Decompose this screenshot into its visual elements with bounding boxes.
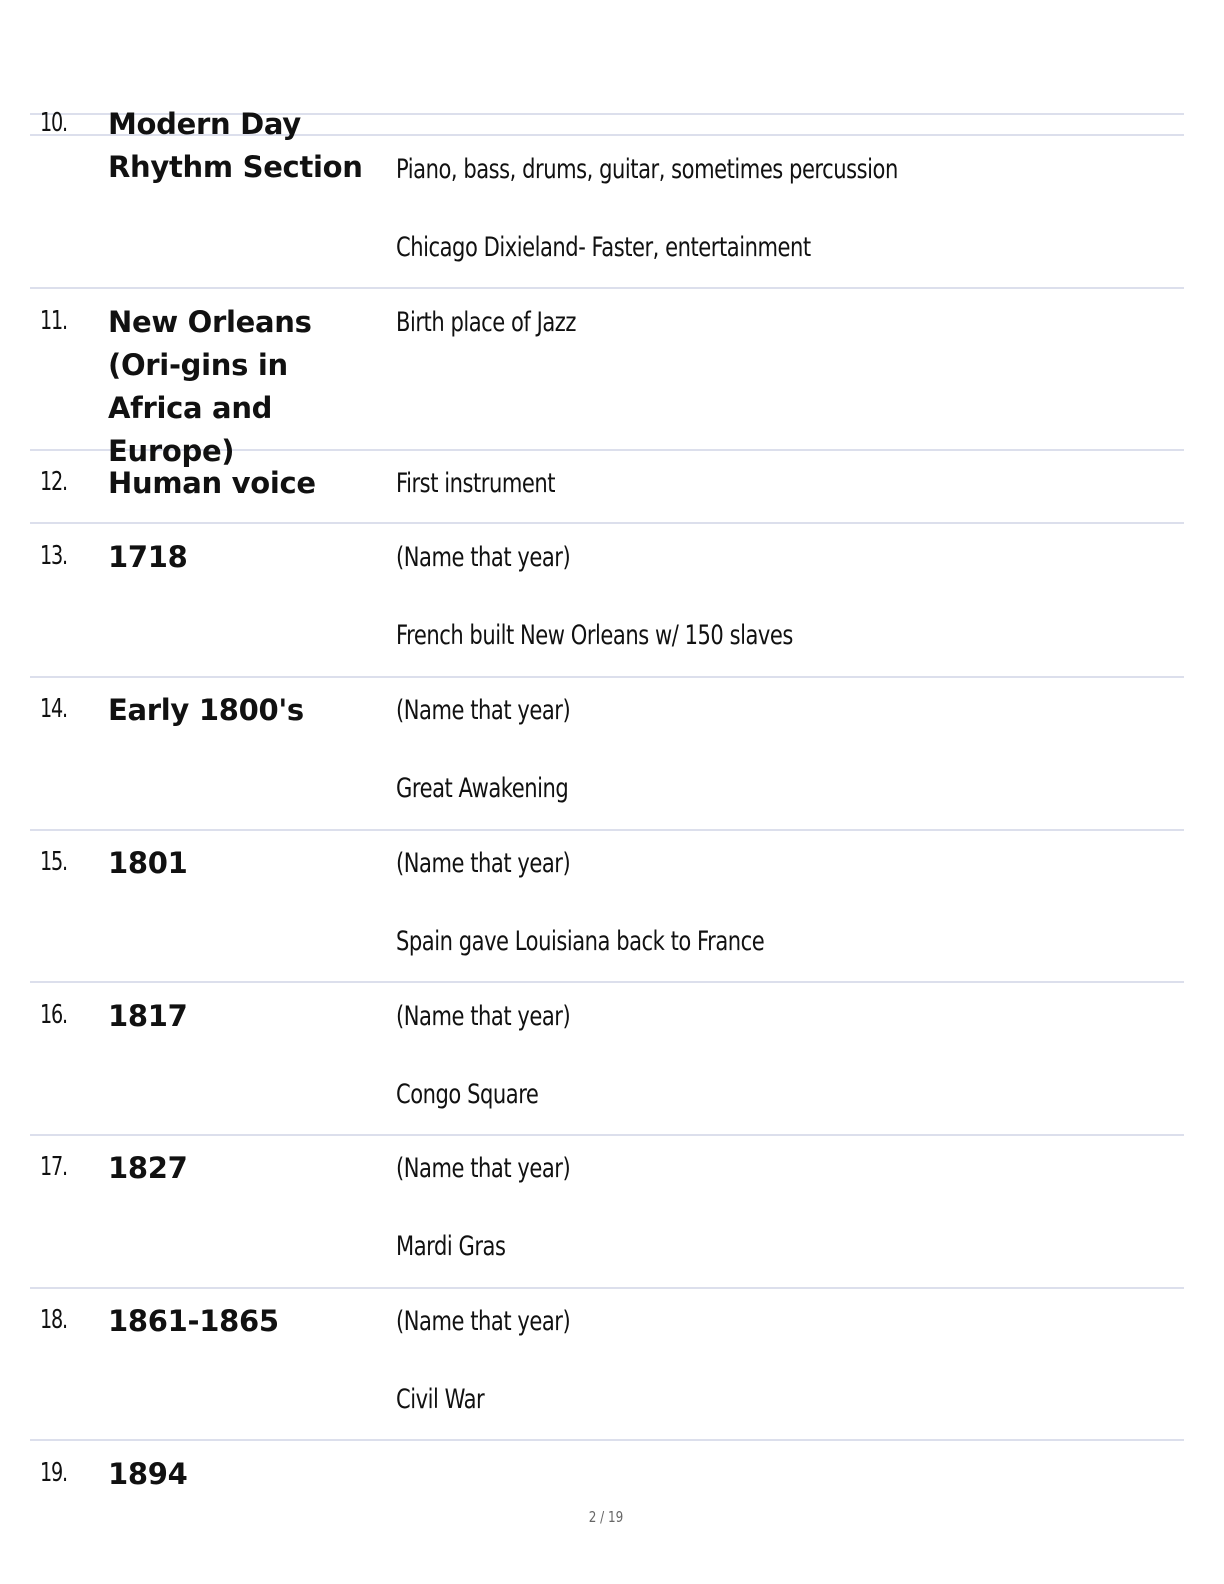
divider — [30, 829, 1184, 831]
item-definition: Mardi Gras — [396, 1231, 506, 1262]
item-definition: Spain gave Louisiana back to France — [396, 926, 765, 957]
item-term: 1801 — [108, 846, 188, 880]
item-number: 16. — [40, 1000, 67, 1030]
item-term: 1718 — [108, 540, 188, 574]
item-definition: (Name that year) — [396, 1153, 571, 1184]
item-number: 14. — [40, 694, 67, 724]
item-definition: Civil War — [396, 1384, 485, 1415]
page-number: 2 / 19 — [588, 1508, 624, 1526]
item-term: 1817 — [108, 999, 188, 1033]
item-definition: Great Awakening — [396, 773, 569, 804]
item-term: Early 1800's — [108, 693, 304, 727]
item-number: 17. — [40, 1152, 67, 1182]
item-number: 10. — [40, 108, 67, 138]
item-definition: First instrument — [396, 468, 556, 499]
item-term: New Orleans (Ori-gins in Africa and Europe) — [108, 305, 312, 468]
item-number: 19. — [40, 1458, 67, 1488]
item-term: Modern Day Rhythm Section — [108, 107, 363, 184]
item-definition: (Name that year) — [396, 1306, 571, 1337]
divider — [30, 287, 1184, 289]
item-definition: (Name that year) — [396, 542, 571, 573]
item-definition: French built New Orleans w/ 150 slaves — [396, 620, 793, 651]
item-definition: Birth place of Jazz — [396, 307, 576, 338]
item-term: 1894 — [108, 1457, 188, 1491]
divider — [30, 1287, 1184, 1289]
item-definition: Chicago Dixieland- Faster, entertainment — [396, 232, 811, 263]
item-term: 1827 — [108, 1151, 188, 1185]
divider — [30, 676, 1184, 678]
item-term: Human voice — [108, 466, 316, 500]
item-definition: Congo Square — [396, 1079, 539, 1110]
item-definition: (Name that year) — [396, 695, 571, 726]
divider — [30, 1439, 1184, 1441]
item-definition: (Name that year) — [396, 848, 571, 879]
item-term: 1861-1865 — [108, 1304, 279, 1338]
item-number: 15. — [40, 847, 67, 877]
item-definition: (Name that year) — [396, 1001, 571, 1032]
divider — [30, 522, 1184, 524]
item-number: 11. — [40, 306, 67, 336]
divider — [30, 1134, 1184, 1136]
item-definition: Piano, bass, drums, guitar, sometimes percussion — [396, 154, 898, 185]
item-number: 18. — [40, 1305, 67, 1335]
item-number: 13. — [40, 541, 67, 571]
item-number: 12. — [40, 467, 67, 497]
divider — [30, 981, 1184, 983]
